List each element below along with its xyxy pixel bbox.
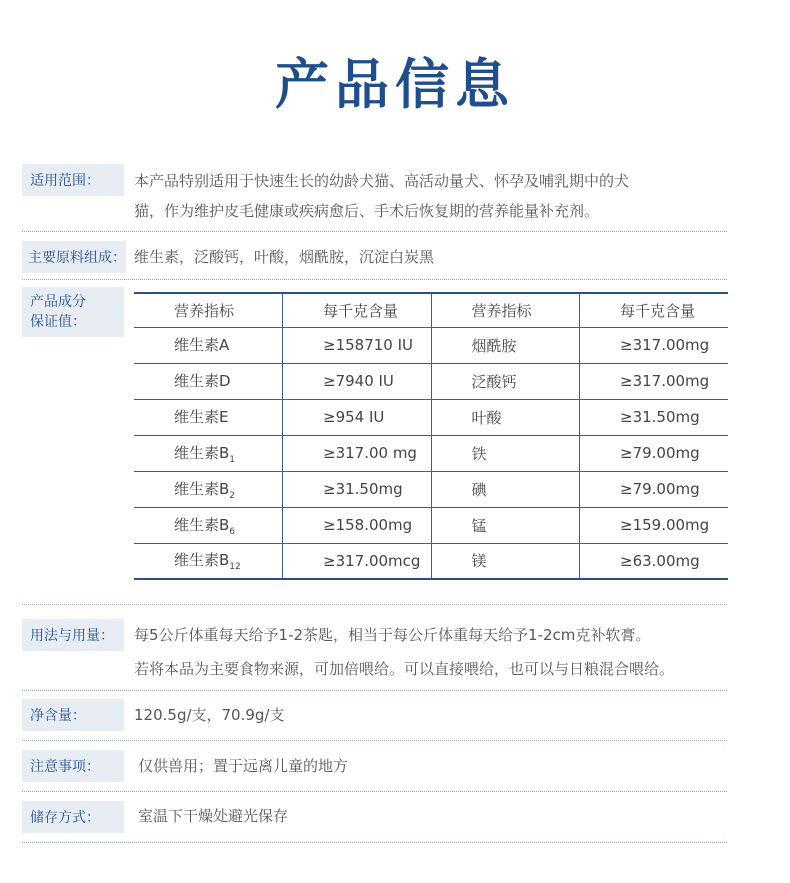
usage-label: 用法与用量：: [22, 619, 124, 651]
table-row: [134, 543, 728, 579]
header-content: 每千克含量: [580, 293, 729, 327]
storage-label: 储存方式：: [22, 801, 124, 833]
divider: [22, 231, 727, 232]
nutrient-name: 锰: [431, 507, 580, 543]
header-nutrient: 营养指标: [134, 293, 283, 327]
scope-text-line2: 猫，作为维护皮毛健康或疾病愈后、手术后恢复期的营养能量补充剂。: [134, 202, 600, 220]
net-content-label: 净含量：: [22, 699, 124, 731]
nutrient-name: 维生素E: [134, 399, 283, 435]
nutrient-name: 维生素$B_2$: [134, 471, 283, 507]
nutrient-value: ≥79.00mg: [580, 471, 729, 507]
nutrient-value: ≥159.00mg: [580, 507, 729, 543]
table-row: [134, 327, 728, 363]
divider: [22, 279, 727, 280]
table-row: [134, 471, 728, 507]
nutrient-name: 铁: [431, 435, 580, 471]
notice-text: 仅供兽用；置于远离儿童的地方: [138, 757, 349, 775]
nutrient-name: 叶酸: [431, 399, 580, 435]
nutrient-name: 烟酰胺: [431, 327, 580, 363]
header-nutrient: 营养指标: [431, 293, 580, 327]
nutrition-table: [134, 292, 728, 580]
guarantee-label: [22, 287, 124, 337]
nutrient-value: ≥7940 IU: [283, 363, 432, 399]
table-row: [134, 399, 728, 435]
nutrient-value: ≥158.00mg: [283, 507, 432, 543]
guarantee-label-line1: 产品成分: [30, 294, 86, 310]
page-title: 产品信息: [275, 53, 515, 116]
ingredients-text: 维生素，泛酸钙，叶酸，烟酰胺，沉淀白炭黑: [134, 248, 435, 266]
net-content-text: 120.5g/支，70.9g/支: [134, 706, 285, 724]
divider: [22, 690, 727, 691]
nutrient-name: 维生素$B_1$: [134, 435, 283, 471]
guarantee-label-line2: 保证值：: [30, 314, 86, 330]
nutrient-value: ≥317.00mcg: [283, 543, 432, 579]
divider: [22, 842, 727, 843]
ingredients-label: 主要原料组成：: [22, 241, 126, 273]
divider: [22, 791, 727, 792]
usage-text-line2: 若将本品为主要食物来源，可加倍喂给。可以直接喂给，也可以与日粮混合喂给。: [134, 660, 675, 678]
nutrient-value: ≥31.50mg: [580, 399, 729, 435]
nutrient-name: 维生素D: [134, 363, 283, 399]
scope-label: 适用范围：: [22, 164, 124, 196]
nutrient-name: 碘: [431, 471, 580, 507]
nutrient-name: 维生素$B_6$: [134, 507, 283, 543]
divider: [22, 740, 727, 741]
divider: [22, 604, 727, 605]
table-row: [134, 363, 728, 399]
nutrient-name: 维生素$B_{12}$: [134, 543, 283, 579]
notice-label: 注意事项：: [22, 750, 124, 782]
nutrient-value: ≥63.00mg: [580, 543, 729, 579]
nutrient-name: 维生素A: [134, 327, 283, 363]
nutrient-value: ≥317.00 mg: [283, 435, 432, 471]
nutrient-value: ≥317.00mg: [580, 327, 729, 363]
nutrient-value: ≥317.00mg: [580, 363, 729, 399]
nutrient-value: ≥79.00mg: [580, 435, 729, 471]
nutrient-value: ≥31.50mg: [283, 471, 432, 507]
nutrient-name: 泛酸钙: [431, 363, 580, 399]
storage-text: 室温下干燥处避光保存: [138, 807, 289, 825]
nutrient-value: ≥954 IU: [283, 399, 432, 435]
scope-text-line1: 本产品特别适用于快速生长的幼龄犬猫、高活动量犬、怀孕及哺乳期中的犬: [134, 172, 630, 190]
nutrient-name: 镁: [431, 543, 580, 579]
table-row: [134, 507, 728, 543]
usage-text-line1: 每5公斤体重每天给予1-2茶匙，相当于每公斤体重每天给予1-2cm克补软膏。: [134, 626, 651, 644]
nutrient-value: ≥158710 IU: [283, 327, 432, 363]
table-header-row: [134, 293, 728, 327]
header-content: 每千克含量: [283, 293, 432, 327]
table-row: [134, 435, 728, 471]
